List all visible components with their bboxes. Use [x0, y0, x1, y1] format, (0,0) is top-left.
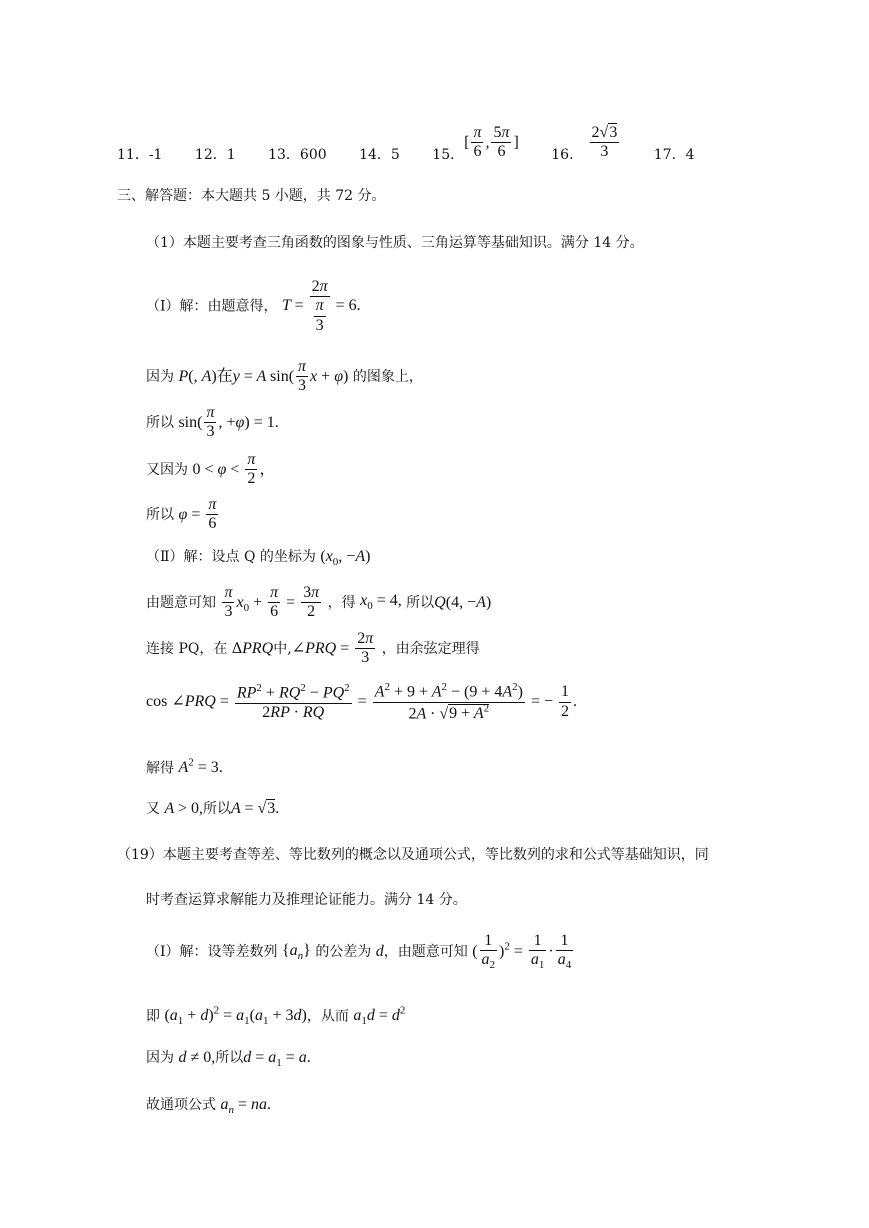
- section-title: 三、解答题：本大题共 5 小题，共 72 分。: [117, 188, 386, 204]
- q19-part1-label: （Ⅰ）解：设等差数列: [146, 944, 278, 961]
- q19-ie-line: [146, 1006, 405, 1028]
- from-problem: 由题意可知: [146, 594, 216, 611]
- answer-12: 12．1: [194, 146, 236, 163]
- angle-prq: ∠PRQ = $\frac{2\pi}{3}$: [291, 630, 374, 667]
- so-a: 所以: [202, 801, 231, 817]
- by-cosine-rule: ，由余弦定理得: [381, 640, 480, 657]
- answer-14: 14．5: [359, 146, 400, 163]
- so-19: 所以: [215, 1050, 244, 1066]
- q18-part2-label: （Ⅱ）解：设点 Q 的坐标为: [146, 549, 316, 565]
- cosine-rule-equation: cos ∠PRQ = $\frac{RP^2 + RQ^2 - PQ^2}{2RP \cdot RQ}$ = $\frac{A^2 + 9 + A^2 - (9 + 4A^2)}{2A \cdot √9 + A^2}$ = − $\frac{1}{2}$ .: [146, 681, 578, 723]
- q18-part1-label: （Ⅰ）解：由题意得，: [146, 298, 278, 315]
- ie: 即: [146, 1008, 160, 1025]
- in-text: 中,: [273, 640, 292, 657]
- period-formula: T = $\frac{2\pi}{\frac{\pi}{3}}$ = 6.: [281, 278, 361, 334]
- phi-range: 0 < φ < $\frac{\pi}{2}$ ，: [192, 451, 276, 488]
- so-phi-prefix: 所以: [146, 506, 174, 523]
- q18-part2: [146, 549, 370, 568]
- phi-value: φ = $\frac{\pi}{6}$: [178, 496, 217, 533]
- so-q: 所以: [406, 594, 435, 611]
- a-positive: A > 0,: [164, 800, 203, 817]
- q19-intro-line2: 时考查运算求解能力及推理论证能力。满分 14 分。: [146, 892, 467, 908]
- q18-connect-line: [146, 630, 480, 668]
- expanded-equation: $(a_1 + d)^2 = a_1(a_1 + 3d)$: [164, 1005, 307, 1028]
- sequence-an: $\{a_n\}$: [281, 941, 311, 962]
- q19-part1: [146, 932, 575, 972]
- point-on-graph-formula: P(, A)在y = A sin( $\frac{\pi}{3}$ x + φ): [178, 358, 349, 395]
- also-because-prefix: 又因为: [146, 461, 188, 478]
- solve-a: 解得: [146, 760, 174, 777]
- q18-part1: [146, 278, 361, 335]
- answer-17: 17．4: [653, 146, 695, 163]
- a-squared: $A^2 = 3$.: [178, 757, 223, 777]
- q18-phi-range-line: [146, 451, 275, 489]
- a-value: A = √3.: [230, 800, 280, 817]
- q19-intro-line1: （19）本题主要考查等差、等比数列的概念以及通项公式，等比数列的求和公式等基础知识，同: [117, 847, 709, 863]
- x0-value: $x_0 = 4$,: [360, 592, 402, 613]
- q-point: Q(4, −A): [434, 593, 492, 611]
- a1d-equation: $a_1d = d^2$: [353, 1005, 406, 1028]
- answer-16-label: 16．: [551, 146, 584, 163]
- get-x0: ，得: [327, 594, 356, 611]
- q-coordinates: ($x_0$, −A): [320, 548, 371, 569]
- common-diff: 的公差为: [315, 944, 372, 961]
- q18-so-sin-line: [146, 404, 279, 442]
- answer-15: [432, 124, 519, 162]
- general-term: 故通项公式: [146, 1097, 216, 1113]
- from-problem-19: ，由题意可知: [383, 944, 468, 961]
- q19-general-term-line: [146, 1097, 271, 1116]
- answer-15-label: 15．: [432, 146, 465, 163]
- geometric-condition: ( $\frac{1}{a_2}$ )$^2$ = $\frac{1}{a_1}$ · $\frac{1}{a_4}$: [472, 932, 572, 972]
- because-prefix: 因为: [146, 368, 174, 385]
- q18-a-value-line: [146, 801, 279, 817]
- d-nonzero: d ≠ 0,: [178, 1049, 216, 1066]
- q18-intro: （1）本题主要考查三角函数的图象与性质、三角运算等基础知识。满分 14 分。: [146, 235, 644, 251]
- d-symbol: d: [375, 943, 384, 961]
- q18-x0-line: [146, 584, 491, 622]
- answer-11: 11．-1: [117, 146, 163, 163]
- q18-phi-value-line: [146, 496, 220, 534]
- q19-because-line: [146, 1050, 311, 1069]
- triangle-prq: ΔPRQ: [231, 639, 274, 657]
- thus: ，从而: [306, 1008, 349, 1025]
- so-prefix: 所以: [146, 414, 174, 431]
- because-19: 因为: [146, 1050, 174, 1066]
- d-equals-a: $d = a_1 = a$.: [243, 1049, 311, 1070]
- connect-pq: 连接 PQ，在: [146, 640, 228, 657]
- an-formula: $a_n$ = na.: [220, 1096, 271, 1117]
- also-a: 又: [146, 801, 160, 817]
- answer-13: 13．600: [268, 146, 327, 163]
- q18-solve-a-line: [146, 758, 223, 776]
- answer-15-interval: [ $\frac{\pi}{6}$ , $\frac{5\pi}{6}$ ]: [464, 124, 519, 161]
- answer-16-value: $\frac{2√3}{3}$: [591, 124, 618, 161]
- x0-equation: $\frac{\pi}{3}$ $x_0$ + $\frac{\pi}{6}$ = $\frac{3\pi}{2}$: [224, 584, 320, 621]
- answer-16: [551, 124, 621, 162]
- q18-because-line: [146, 358, 423, 396]
- sin-equation: sin( $\frac{\pi}{3}$ , +φ) = 1.: [178, 404, 279, 441]
- fill-answers-row: [117, 124, 723, 164]
- on-graph-suffix: 的图象上，: [352, 368, 423, 385]
